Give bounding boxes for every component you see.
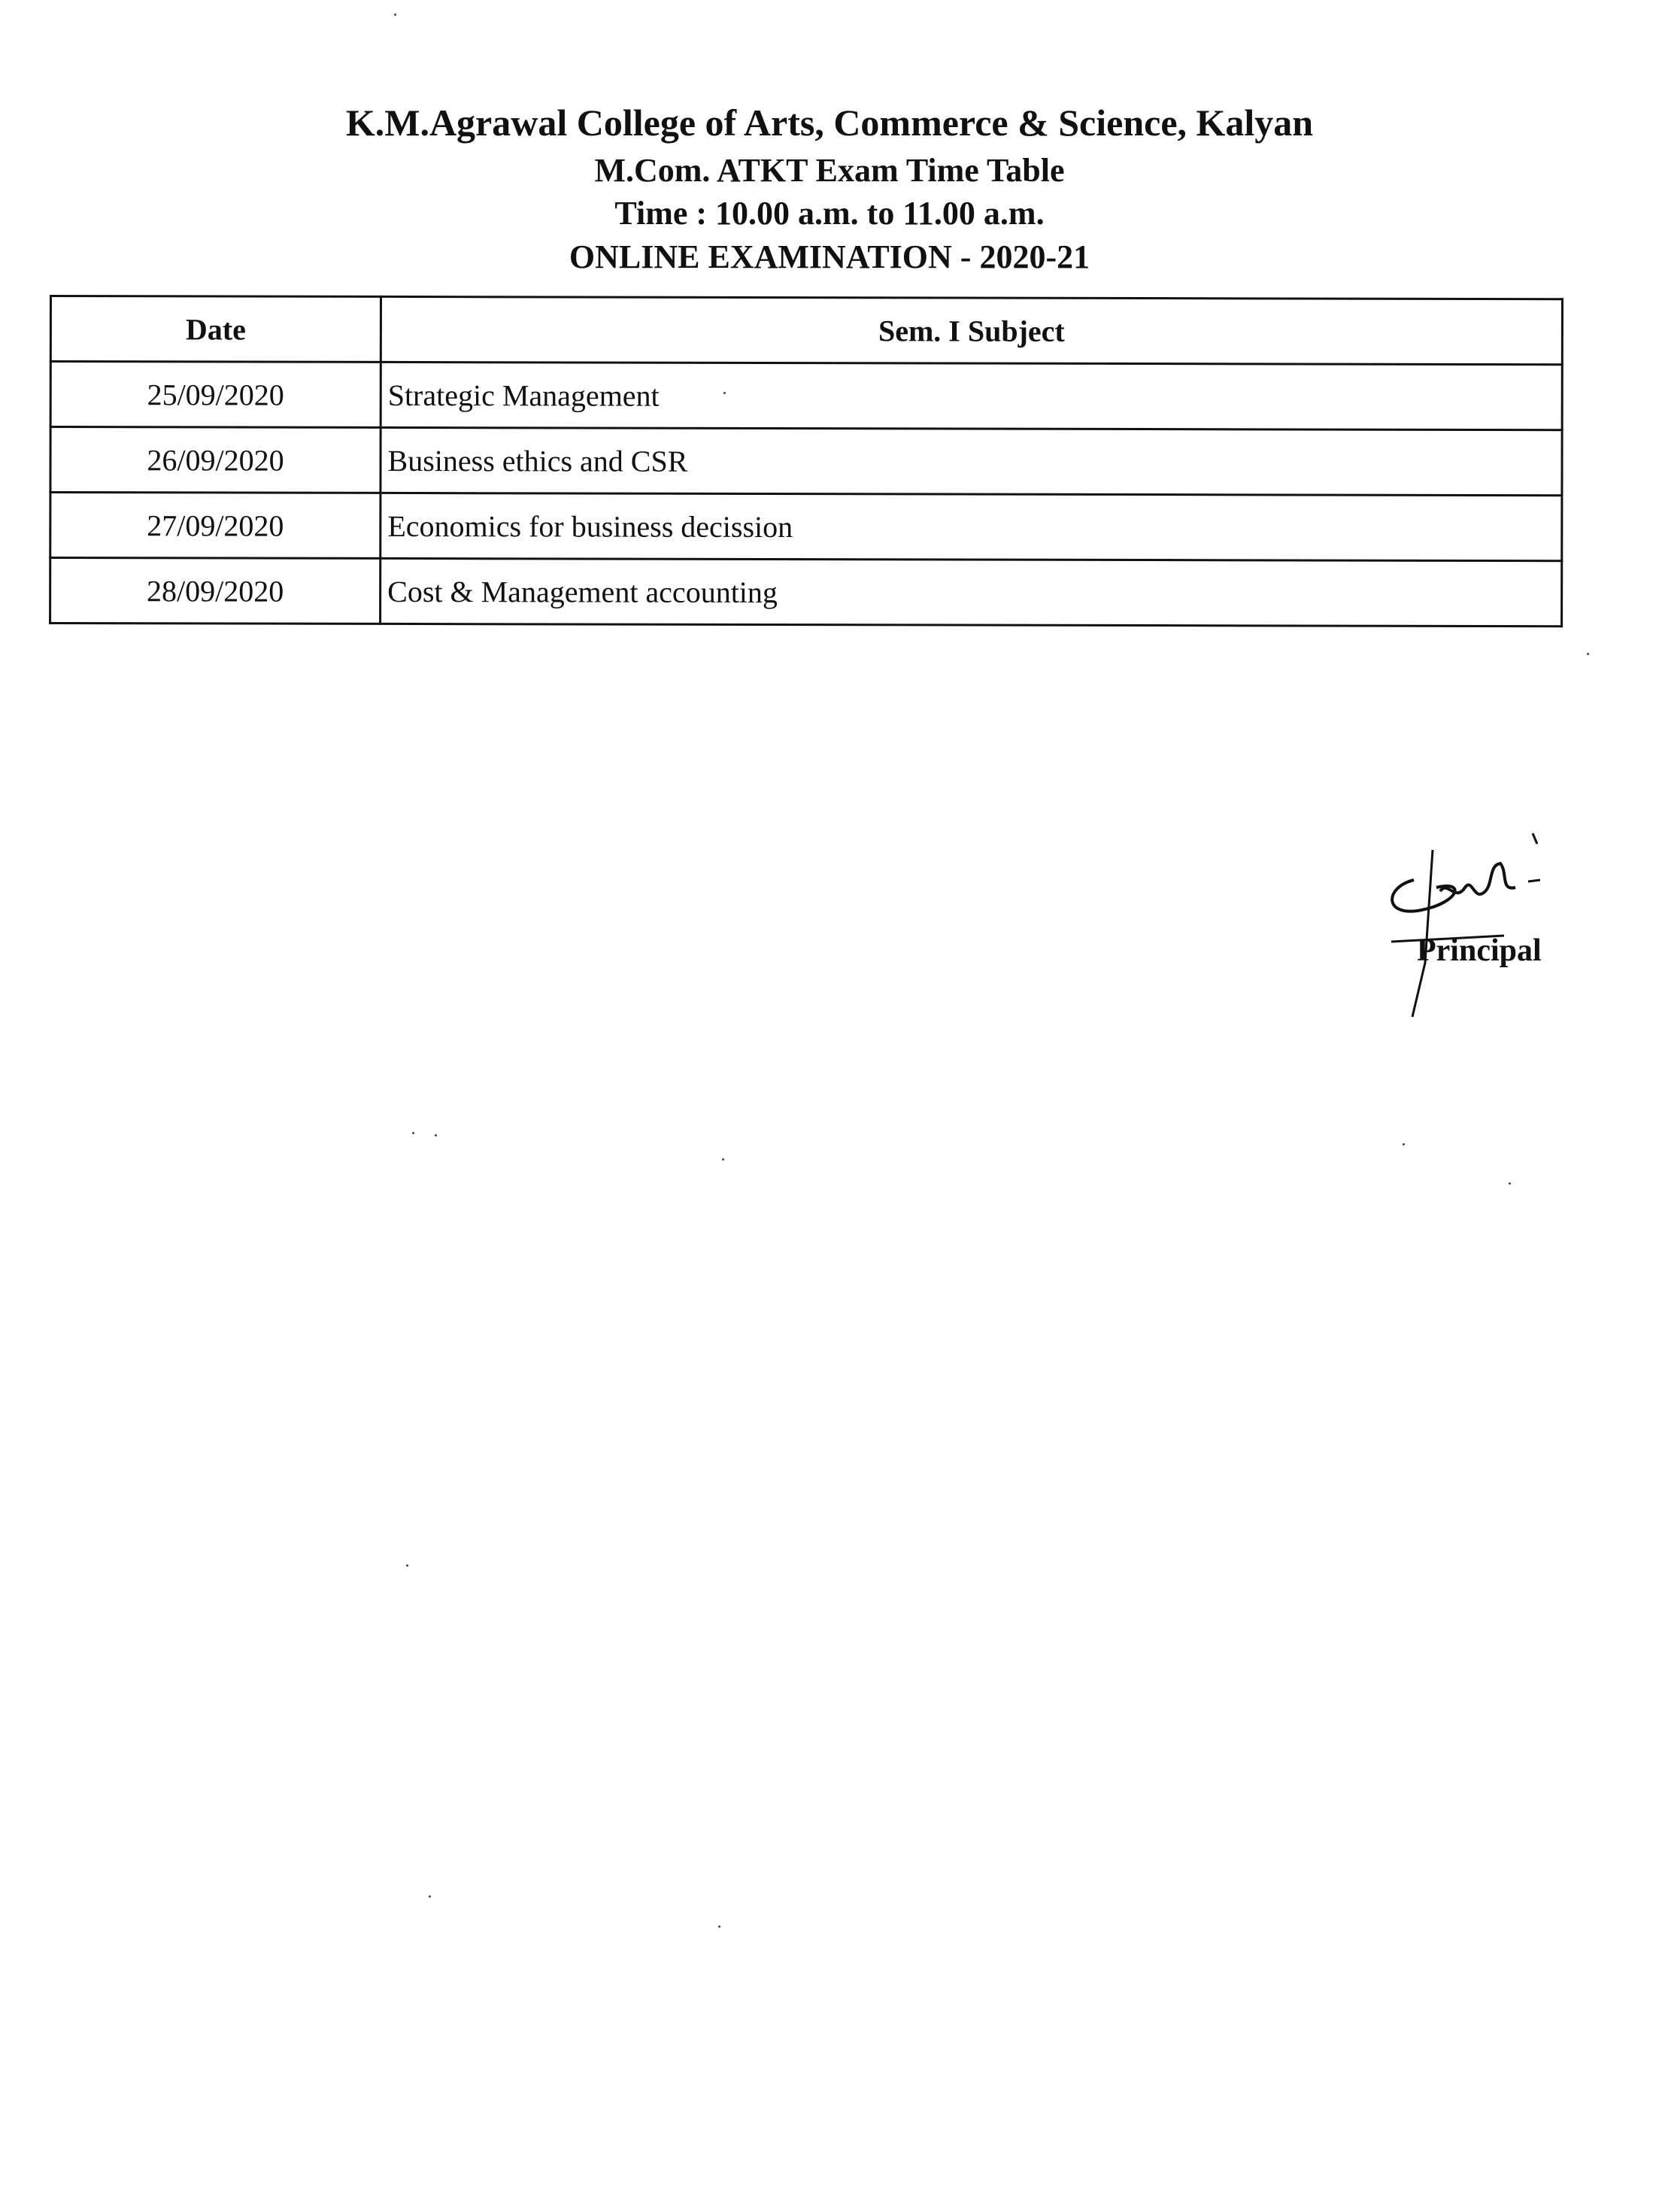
table-header-row (50, 296, 1562, 365)
scan-speck (406, 1564, 408, 1567)
exam-mode: ONLINE EXAMINATION - 2020-21 (569, 238, 1090, 275)
exam-title: M.Com. ATKT Exam Time Table (594, 152, 1065, 189)
signature-icon (1354, 820, 1579, 1023)
exam-time: Time : 10.00 a.m. to 11.00 a.m. (614, 195, 1045, 232)
scan-speck (435, 1134, 437, 1136)
row-subject: Economics for business decission (381, 493, 1562, 560)
table-row (50, 362, 1562, 430)
row-date: 28/09/2020 (50, 558, 381, 624)
row-subject: Business ethics and CSR (381, 427, 1562, 495)
table-row (50, 427, 1562, 496)
scan-speck (394, 14, 396, 16)
row-date: 25/09/2020 (50, 362, 381, 428)
row-subject: Strategic Management (381, 362, 1562, 429)
table-row (50, 558, 1562, 627)
scan-speck (722, 1158, 724, 1161)
document-header (0, 96, 1659, 280)
scan-speck (718, 1925, 720, 1928)
table-row (50, 493, 1562, 561)
subject-column-header: Sem. I Subject (381, 296, 1562, 364)
scan-speck (1509, 1182, 1511, 1185)
timetable (49, 295, 1563, 627)
scan-speck (429, 1895, 431, 1898)
row-date: 26/09/2020 (50, 427, 381, 493)
college-name: K.M.Agrawal College of Arts, Commerce & Science, Kalyan (345, 102, 1314, 144)
row-date: 27/09/2020 (50, 493, 381, 559)
principal-signature (1354, 820, 1579, 1023)
scan-speck (723, 392, 726, 394)
row-subject: Cost & Management accounting (381, 558, 1562, 626)
scan-speck (412, 1132, 414, 1134)
date-column-header: Date (50, 296, 381, 363)
scan-speck (1587, 653, 1589, 655)
principal-label: Principal (1417, 933, 1542, 968)
scan-speck (1403, 1143, 1405, 1145)
